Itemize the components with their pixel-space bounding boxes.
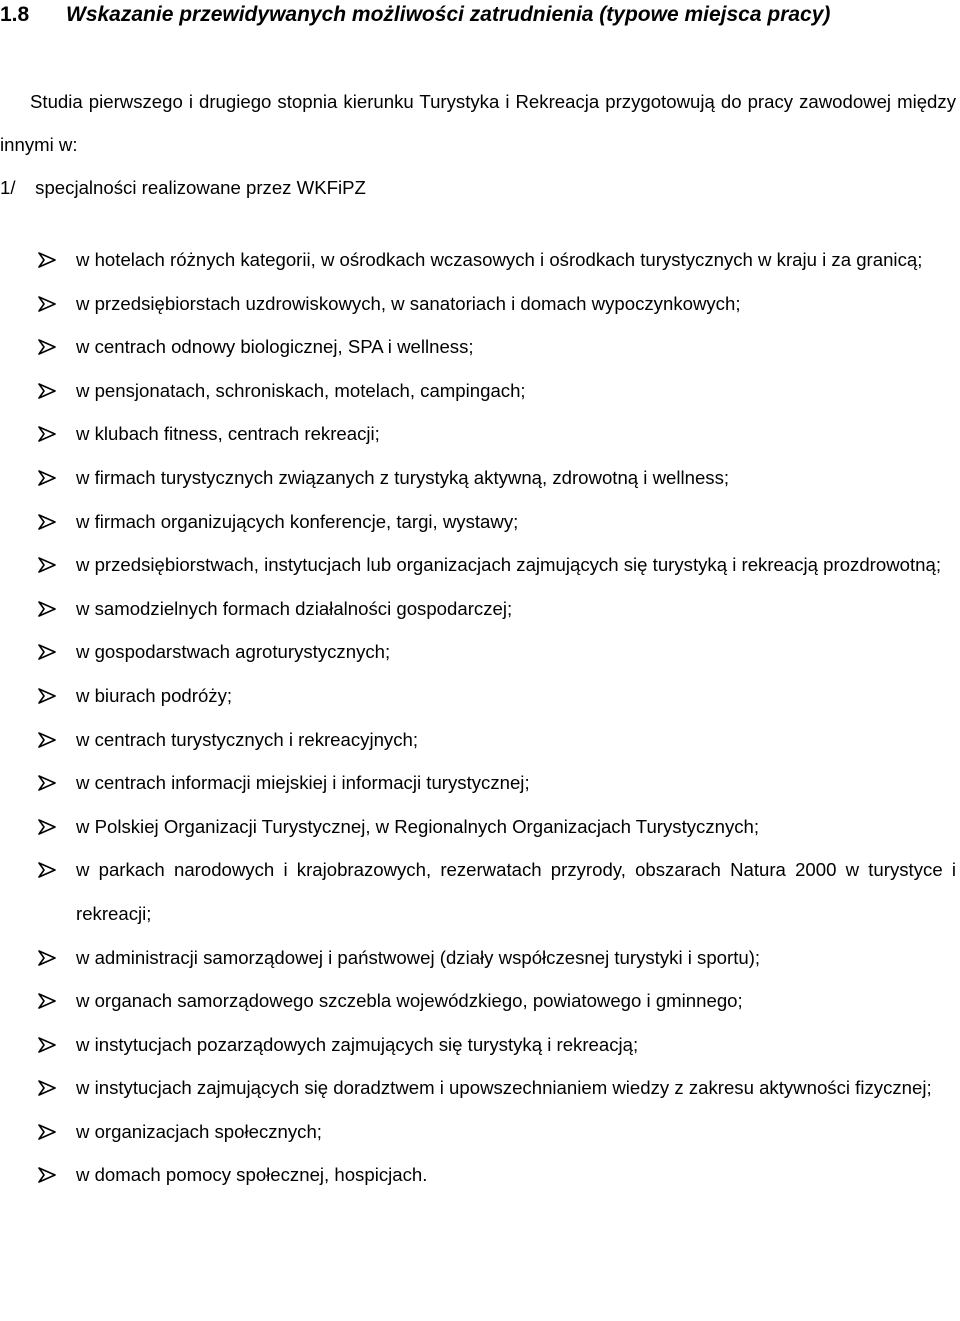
list-item [0,543,960,587]
list-item [0,718,960,762]
workplace-list [0,238,960,1197]
arrowhead-bullet-icon [38,644,56,660]
arrowhead-bullet-icon [38,601,56,617]
list-item-text: w domach pomocy społecznej, hospicjach. [76,1164,428,1186]
section-title: Wskazanie przewidywanych możliwości zatrudnienia (typowe miejsca pracy) [66,3,831,26]
list-item [0,805,960,849]
arrowhead-bullet-icon [38,1080,56,1096]
list-item [0,630,960,674]
list-item [0,500,960,544]
list-item [0,848,960,935]
list-item-text: w firmach turystycznych związanych z turystyką aktywną, zdrowotną i wellness; [76,466,730,488]
intro-paragraph: Studia pierwszego i drugiego stopnia kierunku Turystyka i Rekreacja przygotowują do pracy zawodowej między innymi w: [0,91,956,155]
list-item-text: w hotelach różnych kategorii, w ośrodkach wczasowych i ośrodkach turystycznych w kraju i za granicą; [76,249,923,270]
arrowhead-bullet-icon [38,252,56,268]
arrowhead-bullet-icon [38,1167,56,1183]
arrowhead-bullet-icon [38,1124,56,1140]
list-item [0,1066,960,1110]
list-item-text: w pensjonatach, schroniskach, motelach, campingach; [76,379,526,401]
list-item-text: w parkach narodowych i krajobrazowych, rezerwatach przyrody, obszarach Natura 2000 w turystyce i rekreacji; [76,859,956,924]
list-item [0,587,960,631]
arrowhead-bullet-icon [38,1037,56,1053]
subheading [0,166,366,209]
arrowhead-bullet-icon [38,819,56,835]
list-item [0,325,960,369]
section-number: 1.8 [0,3,30,26]
arrowhead-bullet-icon [38,862,56,878]
section-heading [0,0,960,30]
arrowhead-bullet-icon [38,950,56,966]
list-item-text: w instytucjach zajmujących się doradztwem i upowszechnianiem wiedzy z zakresu aktywności fizycznej; [76,1077,932,1099]
list-item-text: w Polskiej Organizacji Turystycznej, w Regionalnych Organizacjach Turystycznych; [76,815,760,837]
list-item [0,456,960,500]
subheading-text: specjalności realizowane przez WKFiPZ [35,177,366,198]
list-item-text: w gospodarstwach agroturystycznych; [76,641,391,663]
list-item [0,979,960,1023]
arrowhead-bullet-icon [38,775,56,791]
arrowhead-bullet-icon [38,993,56,1009]
arrowhead-bullet-icon [38,470,56,486]
arrowhead-bullet-icon [38,732,56,748]
list-item [0,761,960,805]
list-item-text: w organizacjach społecznych; [76,1120,322,1142]
list-item [0,238,960,282]
list-item-text: w centrach odnowy biologicznej, SPA i wellness; [76,336,474,358]
list-item-text: w przedsiębiorstach uzdrowiskowych, w sanatoriach i domach wypoczynkowych; [76,292,741,314]
list-item-text: w administracji samorządowej i państwowej (działy współczesnej turystyki i sportu); [76,946,761,968]
list-item [0,1023,960,1067]
arrowhead-bullet-icon [38,426,56,442]
arrowhead-bullet-icon [38,339,56,355]
list-item-text: w centrach informacji miejskiej i informacji turystycznej; [76,772,530,794]
list-item [0,369,960,413]
list-item-text: w organach samorządowego szczebla wojewódzkiego, powiatowego i gminnego; [76,990,743,1012]
list-item-text: w instytucjach pozarządowych zajmujących się turystyką i rekreacją; [76,1033,639,1055]
list-item-text: w firmach organizujących konferencje, targi, wystawy; [76,510,519,532]
subheading-number: 1/ [0,177,16,198]
list-item [0,1153,960,1197]
list-item [0,674,960,718]
list-item [0,412,960,456]
list-item [0,936,960,980]
list-item-text: w samodzielnych formach działalności gospodarczej; [76,597,513,619]
list-item-text: w przedsiębiorstwach, instytucjach lub organizacjach zajmujących się turystyką i rekreacją prozdrowotną; [76,554,941,576]
list-item-text: w klubach fitness, centrach rekreacji; [76,423,380,445]
list-item [0,282,960,326]
arrowhead-bullet-icon [38,383,56,399]
arrowhead-bullet-icon [38,514,56,530]
arrowhead-bullet-icon [38,296,56,312]
list-item [0,1110,960,1154]
arrowhead-bullet-icon [38,688,56,704]
list-item-text: w biurach podróży; [76,684,233,706]
arrowhead-bullet-icon [38,557,56,573]
list-item-text: w centrach turystycznych i rekreacyjnych; [76,728,419,750]
